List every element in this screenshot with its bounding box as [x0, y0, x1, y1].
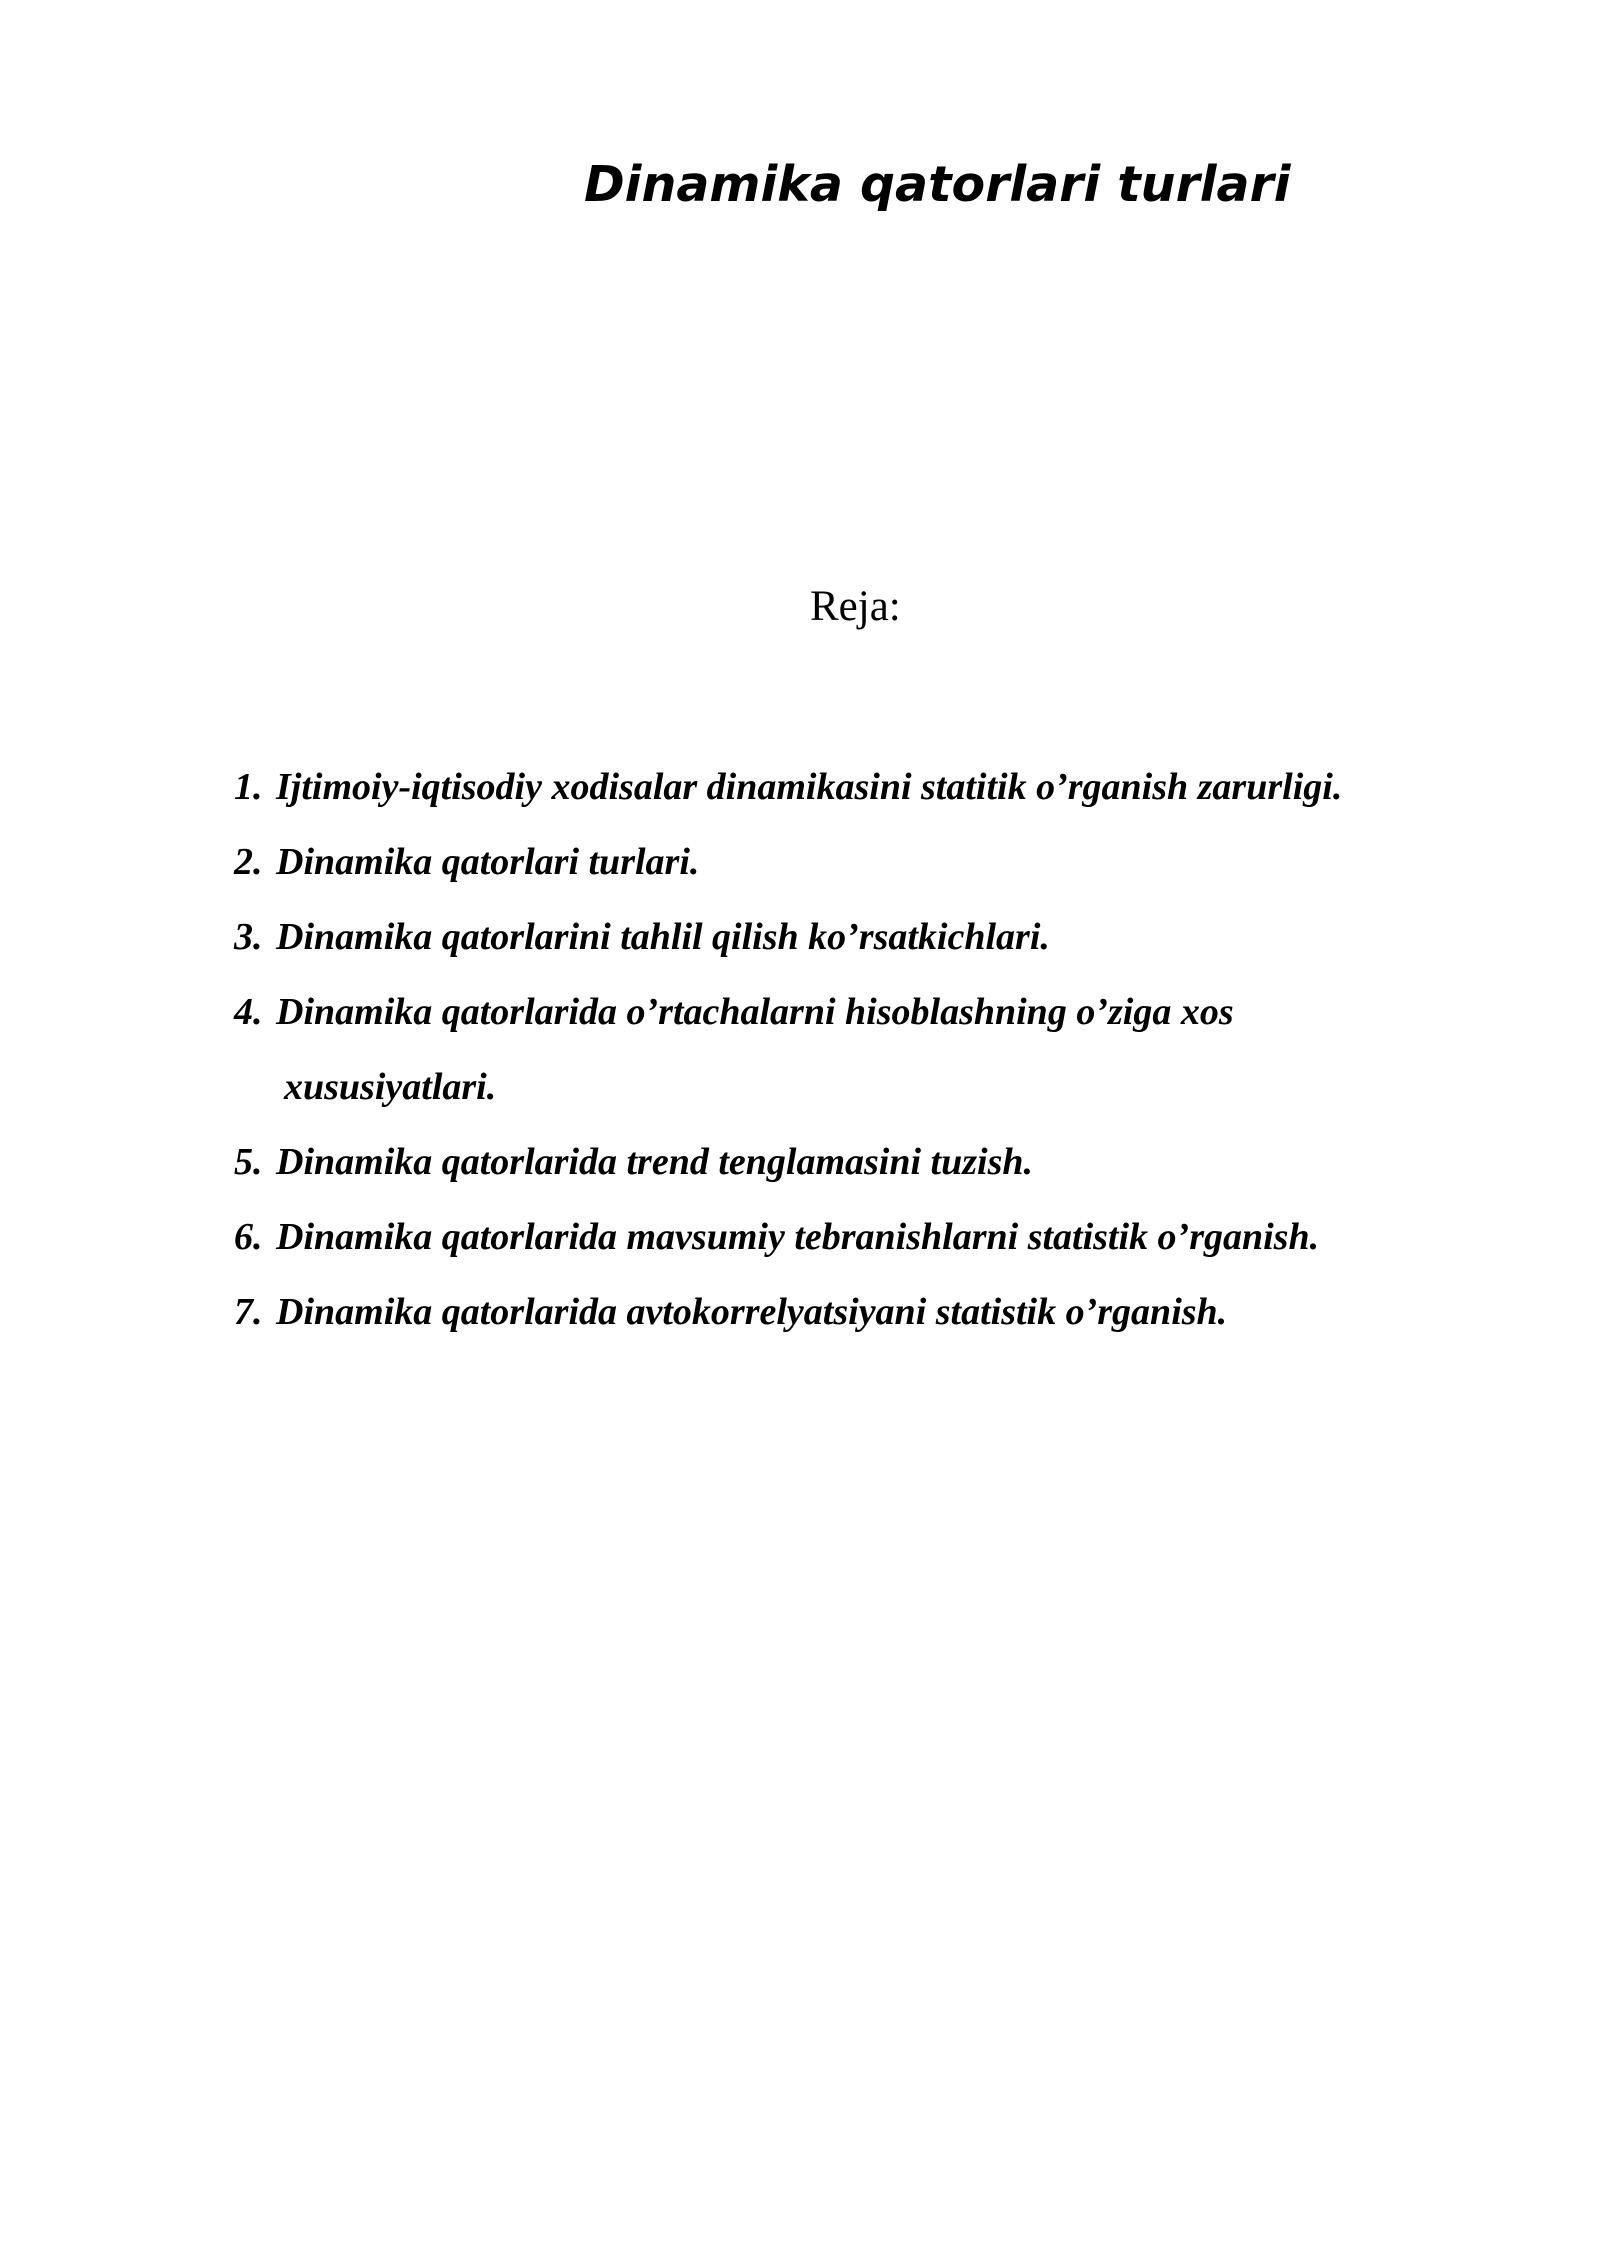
- plan-item-text: Dinamika qatorlarida mavsumiy tebranishlarni statistik o’rganish.: [276, 1216, 1320, 1258]
- plan-item-continuation: xususiyatlari.: [284, 1066, 497, 1108]
- plan-heading: Reja:: [810, 583, 901, 630]
- plan-item-7: [234, 1275, 1342, 1350]
- plan-item-text: Dinamika qatorlarini tahlil qilish ko’rsatkichlari.: [276, 916, 1050, 958]
- plan-item-number: 3.: [234, 916, 263, 958]
- plan-item-number: 4.: [234, 991, 263, 1033]
- plan-item-text: Dinamika qatorlarida o’rtachalarni hisoblashning o’ziga xos: [276, 991, 1234, 1033]
- plan-item-text: Dinamika qatorlari turlari.: [276, 841, 700, 883]
- plan-item-number: 7.: [234, 1291, 263, 1333]
- plan-item-text: Dinamika qatorlarida trend tenglamasini tuzish.: [276, 1141, 1034, 1183]
- plan-item-text: Ijtimoiy-iqtisodiy xodisalar dinamikasini statitik o’rganish zarurligi.: [276, 766, 1343, 808]
- plan-item-number: 2.: [234, 841, 263, 883]
- plan-item-4: [234, 975, 1342, 1125]
- plan-item-1: [234, 750, 1342, 825]
- plan-item-text: Dinamika qatorlarida avtokorrelyatsiyani statistik o’rganish.: [276, 1291, 1228, 1333]
- plan-item-number: 5.: [234, 1141, 263, 1183]
- document-title: Dinamika qatorlari turlari: [584, 156, 1291, 213]
- plan-item-3: [234, 900, 1342, 975]
- plan-item-number: 6.: [234, 1216, 263, 1258]
- plan-item-6: [234, 1200, 1342, 1275]
- plan-item-2: [234, 825, 1342, 900]
- plan-item-5: [234, 1125, 1342, 1200]
- plan-list: [234, 750, 1342, 1350]
- plan-item-number: 1.: [234, 766, 263, 808]
